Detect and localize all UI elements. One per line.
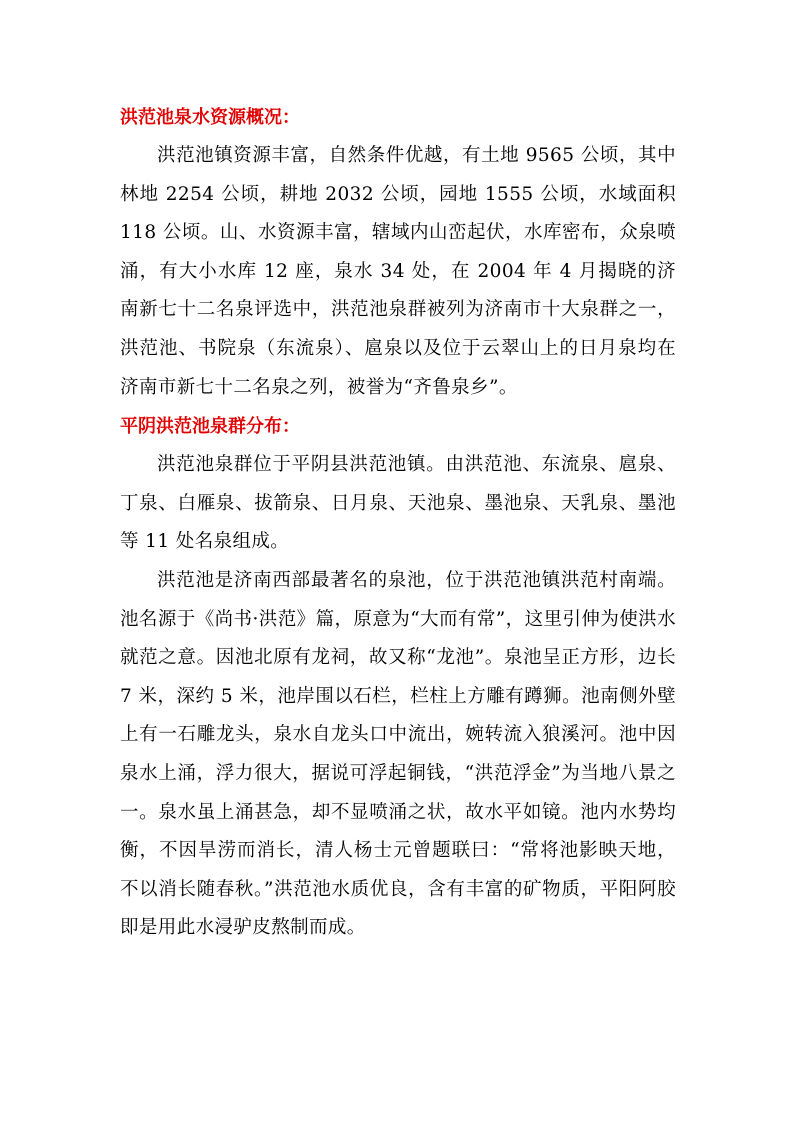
paragraph-distribution: 洪范池泉群位于平阴县洪范池镇。由洪范池、东流泉、扈泉、丁泉、白雁泉、拔箭泉、日月泉、天池泉、墨池泉、天乳泉、墨池等 11 处名泉组成。 xyxy=(120,454,676,553)
paragraph-hongfanchi: 洪范池是济南西部最著名的泉池，位于洪范池镇洪范村南端。池名源于《尚书·洪范》篇，原意为“大而有常”，这里引伸为使洪水就范之意。因池北原有龙祠，故又称“龙池”。泉池呈正方形，边长 7 米，深约 5 米，池岸围以石栏，栏柱上方雕有蹲狮。池南侧外壁上有一石雕龙头，泉水自龙头口中流出，婉转流入狼溪河。池中因泉水上涌，浮力很大，据说可浮起铜钱，“洪范浮金”为当地八景之一。泉水虽上涌甚急，却不显喷涌之状，故水平如镜。池内水势均衡，不因旱涝而消长，清人杨士元曾题联曰：“常将池影映天地，不以消长随春秋。”洪范池水质优良，含有丰富的矿物质，平阳阿胶即是用此水浸驴皮熬制而成。 xyxy=(120,569,676,939)
document-page xyxy=(120,98,676,948)
section-heading-distribution: 平阴洪范池泉群分布： xyxy=(120,416,300,438)
paragraph-resources: 洪范池镇资源丰富，自然条件优越，有土地 9565 公顷，其中林地 2254 公顷，耕地 2032 公顷，园地 1555 公顷，水域面积 118 公顷。山、水资源丰富，辖域内山峦起伏，水库密布，众泉喷涌，有大小水库 12 座，泉水 34 处，在 2004 年 4 月揭晓的济南新七十二名泉评选中，洪范池泉群被列为济南市十大泉群之一，洪范池、书院泉（东流泉）、扈泉以及位于云翠山上的日月泉均在济南市新七十二名泉之列，被誉为“齐鲁泉乡”。 xyxy=(120,145,676,398)
section-heading-resources: 洪范池泉水资源概况： xyxy=(120,107,300,128)
